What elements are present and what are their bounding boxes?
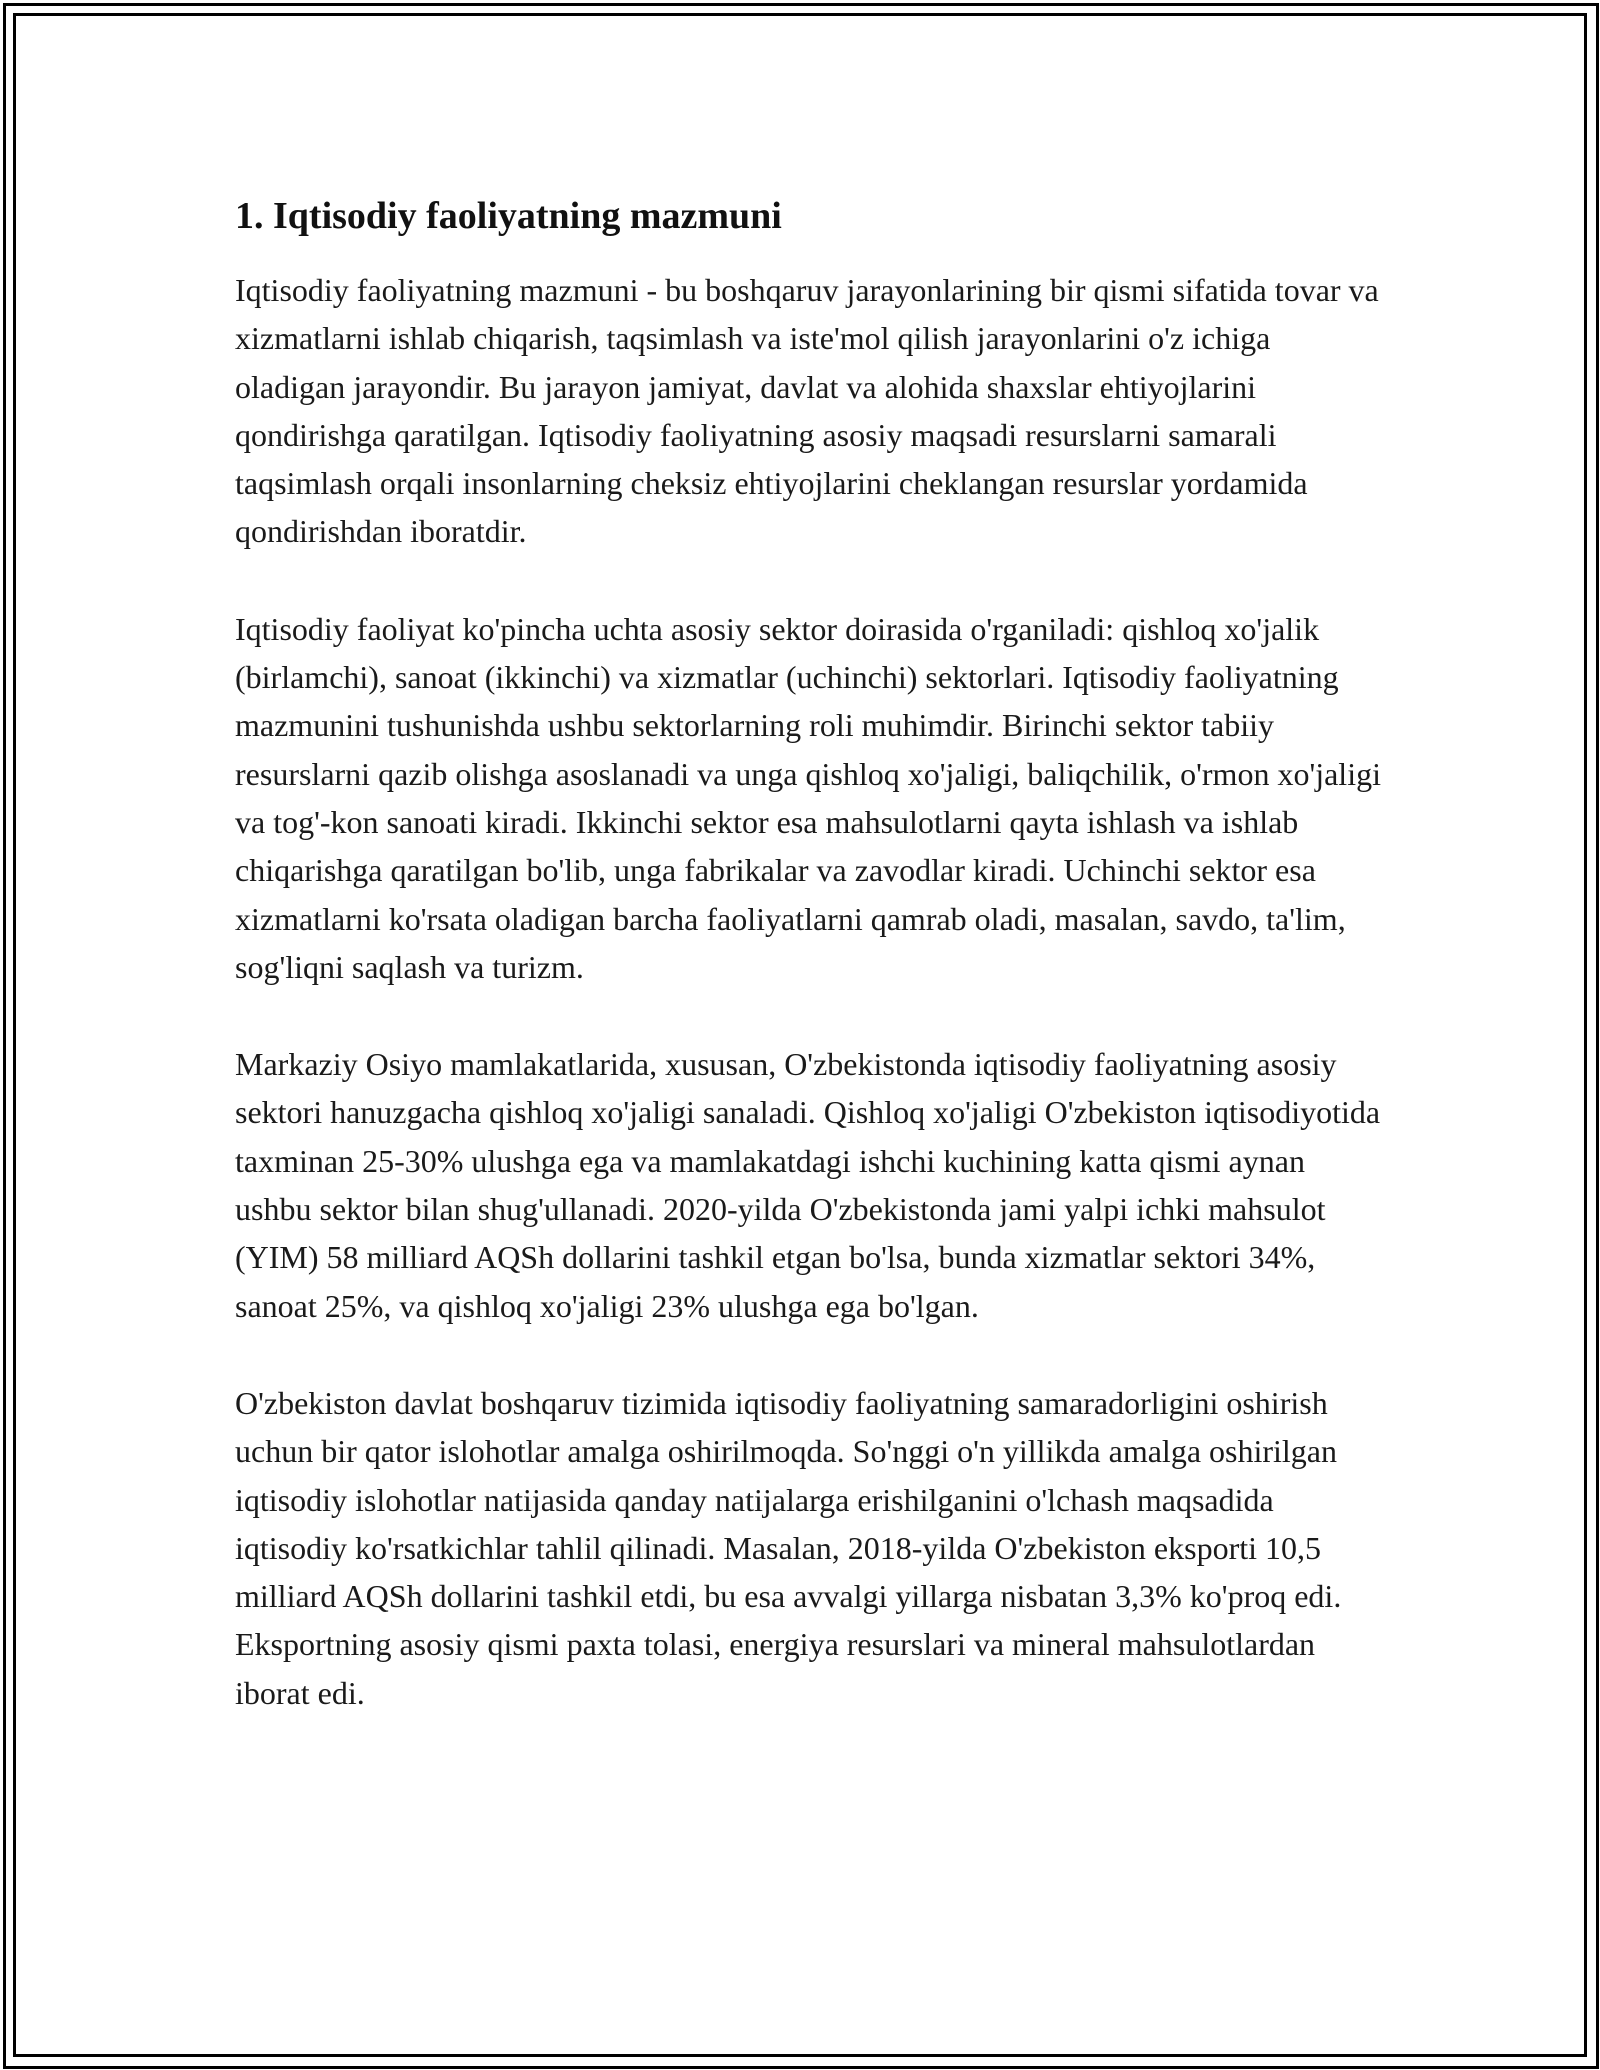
section-heading: 1. Iqtisodiy faoliyatning mazmuni [235, 195, 782, 237]
paragraph-4: O'zbekiston davlat boshqaruv tizimida iqtisodiy faoliyatning samaradorligini oshirish uchun bir qator islohotlar amalga oshirilmoqda. So'nggi o'n yillikda amalga oshirilgan iqtisodiy islohotlar natijasida qanday natijalarga erishilganini o'lchash maqsadida iqtisodiy ko'rsatkichlar tahlil qilinadi. Masalan, 2018-yilda O'zbekiston eksporti 10,5 milliard AQSh dollarini tashkil etdi, bu esa avvalgi yillarga nisbatan 3,3% ko'proq edi. Eksportning asosiy qismi paxta tolasi, energiya resurslari va mineral mahsulotlardan iborat edi. [235, 1384, 1342, 1711]
document-body [235, 188, 1385, 1766]
paragraph-1: Iqtisodiy faoliyatning mazmuni - bu boshqaruv jarayonlarining bir qismi sifatida tovar va xizmatlarni ishlab chiqarish, taqsimlash va iste'mol qilish jarayonlarini o'z ichiga oladigan jarayondir. Bu jarayon jamiyat, davlat va alohida shaxslar ehtiyojlarini qondirishga qaratilgan. Iqtisodiy faoliyatning asosiy maqsadi resurslarni samarali taqsimlash orqali insonlarning cheksiz ehtiyojlarini cheklangan resurslar yordamida qondirishdan iboratdir. [235, 272, 1379, 550]
paragraph-3: Markaziy Osiyo mamlakatlarida, xususan, O'zbekistonda iqtisodiy faoliyatning asosiy sektori hanuzgacha qishloq xo'jaligi sanaladi. Qishloq xo'jaligi O'zbekiston iqtisodiyotida taxminan 25-30% ulushga ega va mamlakatdagi ishchi kuchining katta qismi aynan ushbu sektor bilan shug'ullanadi. 2020-yilda O'zbekistonda jami yalpi ichki mahsulot (YIM) 58 milliard AQSh dollarini tashkil etgan bo'lsa, bunda xizmatlar sektori 34%, sanoat 25%, va qishloq xo'jaligi 23% ulushga ega bo'lgan. [235, 1046, 1381, 1324]
paragraph-2: Iqtisodiy faoliyat ko'pincha uchta asosiy sektor doirasida o'rganiladi: qishloq xo'jalik (birlamchi), sanoat (ikkinchi) va xizmatlar (uchinchi) sektorlari. Iqtisodiy faoliyatning mazmunini tushunishda ushbu sektorlarning roli muhimdir. Birinchi sektor tabiiy resurslarni qazib olishga asoslanadi va unga qishloq xo'jaligi, baliqchilik, o'rmon xo'jaligi va tog'-kon sanoati kiradi. Ikkinchi sektor esa mahsulotlarni qayta ishlash va ishlab chiqarishga qaratilgan bo'lib, unga fabrikalar va zavodlar kiradi. Uchinchi sektor esa xizmatlarni ko'rsata oladigan barcha faoliyatlarni qamrab oladi, masalan, savdo, ta'lim, sog'liqni saqlash va turizm. [235, 610, 1381, 985]
